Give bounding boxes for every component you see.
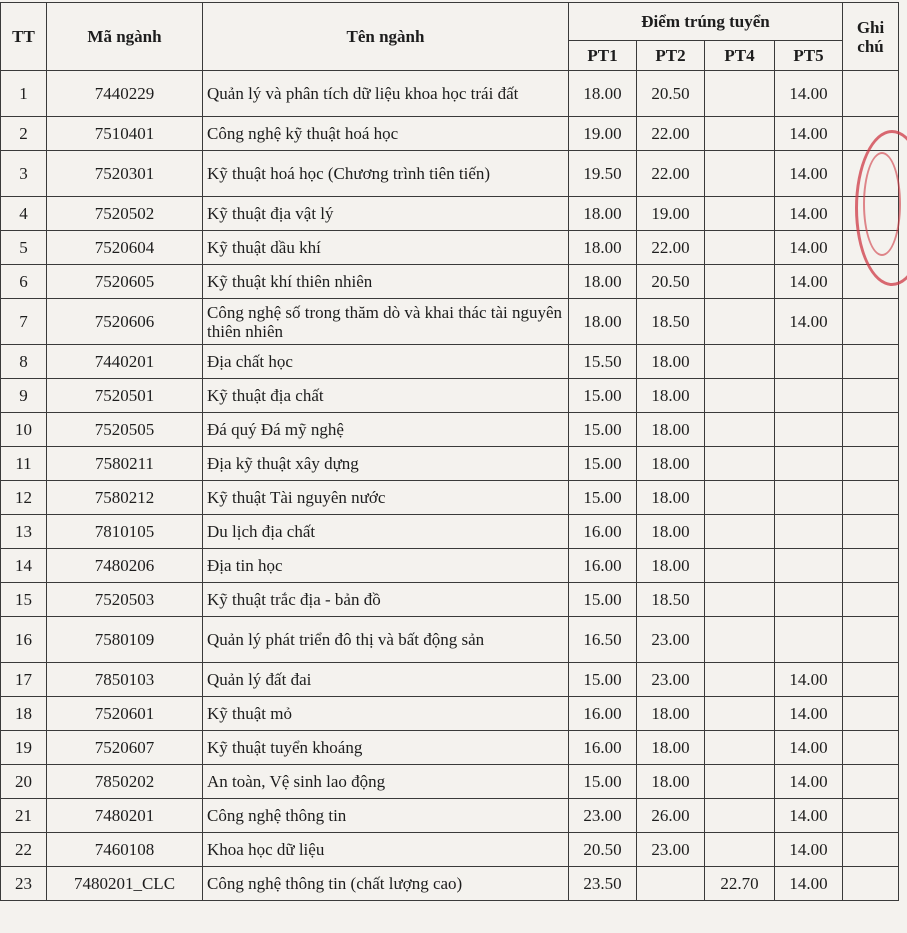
table-row bbox=[1, 617, 899, 663]
cell-pt1: 15.00 bbox=[569, 379, 637, 413]
cell-ten: Quản lý đất đai bbox=[203, 663, 569, 697]
cell-pt5 bbox=[775, 481, 843, 515]
cell-ma: 7520502 bbox=[47, 197, 203, 231]
cell-pt4 bbox=[705, 345, 775, 379]
cell-pt4 bbox=[705, 617, 775, 663]
cell-ma: 7580212 bbox=[47, 481, 203, 515]
cell-ghi bbox=[843, 515, 899, 549]
cell-ghi bbox=[843, 833, 899, 867]
cell-pt1: 15.00 bbox=[569, 481, 637, 515]
cell-tt: 19 bbox=[1, 731, 47, 765]
cell-ten: Kỹ thuật địa vật lý bbox=[203, 197, 569, 231]
cell-tt: 4 bbox=[1, 197, 47, 231]
cell-ten: Du lịch địa chất bbox=[203, 515, 569, 549]
cell-ma: 7580211 bbox=[47, 447, 203, 481]
cell-tt: 11 bbox=[1, 447, 47, 481]
cell-pt4 bbox=[705, 379, 775, 413]
cell-pt1: 15.00 bbox=[569, 413, 637, 447]
table-row bbox=[1, 379, 899, 413]
table-row bbox=[1, 515, 899, 549]
cell-ghi bbox=[843, 299, 899, 345]
cell-pt4: 22.70 bbox=[705, 867, 775, 901]
cell-pt2: 18.00 bbox=[637, 379, 705, 413]
cell-tt: 3 bbox=[1, 151, 47, 197]
cell-tt: 22 bbox=[1, 833, 47, 867]
cell-ten: Khoa học dữ liệu bbox=[203, 833, 569, 867]
cell-pt5: 14.00 bbox=[775, 231, 843, 265]
cell-pt4 bbox=[705, 765, 775, 799]
cell-ghi bbox=[843, 617, 899, 663]
table-row bbox=[1, 799, 899, 833]
cell-tt: 23 bbox=[1, 867, 47, 901]
cell-pt5: 14.00 bbox=[775, 151, 843, 197]
cell-pt4 bbox=[705, 265, 775, 299]
cell-pt2 bbox=[637, 867, 705, 901]
cell-pt4 bbox=[705, 481, 775, 515]
cell-pt2: 18.00 bbox=[637, 345, 705, 379]
cell-ma: 7520604 bbox=[47, 231, 203, 265]
cell-tt: 20 bbox=[1, 765, 47, 799]
header-pt4: PT4 bbox=[705, 41, 775, 71]
cell-pt2: 18.50 bbox=[637, 299, 705, 345]
table-row bbox=[1, 663, 899, 697]
header-tt: TT bbox=[1, 3, 47, 71]
cell-pt2: 18.00 bbox=[637, 447, 705, 481]
cell-ten: Quản lý và phân tích dữ liệu khoa học trái đất bbox=[203, 71, 569, 117]
table-row bbox=[1, 231, 899, 265]
cell-pt4 bbox=[705, 151, 775, 197]
cell-pt2: 18.00 bbox=[637, 413, 705, 447]
cell-pt2: 23.00 bbox=[637, 833, 705, 867]
admission-score-table bbox=[0, 2, 899, 901]
cell-ma: 7440229 bbox=[47, 71, 203, 117]
cell-pt5: 14.00 bbox=[775, 117, 843, 151]
cell-ten: Đá quý Đá mỹ nghệ bbox=[203, 413, 569, 447]
cell-pt1: 16.00 bbox=[569, 731, 637, 765]
cell-pt5 bbox=[775, 549, 843, 583]
cell-pt1: 15.00 bbox=[569, 765, 637, 799]
cell-ghi bbox=[843, 663, 899, 697]
cell-ghi bbox=[843, 447, 899, 481]
table-row bbox=[1, 151, 899, 197]
cell-pt4 bbox=[705, 697, 775, 731]
cell-tt: 16 bbox=[1, 617, 47, 663]
cell-pt4 bbox=[705, 413, 775, 447]
cell-pt5: 14.00 bbox=[775, 299, 843, 345]
cell-pt5: 14.00 bbox=[775, 799, 843, 833]
cell-pt2: 18.00 bbox=[637, 515, 705, 549]
cell-pt2: 26.00 bbox=[637, 799, 705, 833]
cell-pt2: 18.00 bbox=[637, 697, 705, 731]
cell-ghi bbox=[843, 413, 899, 447]
cell-ma: 7510401 bbox=[47, 117, 203, 151]
cell-pt1: 15.00 bbox=[569, 583, 637, 617]
cell-ma: 7520301 bbox=[47, 151, 203, 197]
cell-ghi bbox=[843, 379, 899, 413]
cell-pt5 bbox=[775, 413, 843, 447]
cell-ma: 7480206 bbox=[47, 549, 203, 583]
cell-pt4 bbox=[705, 231, 775, 265]
cell-pt5 bbox=[775, 583, 843, 617]
cell-tt: 13 bbox=[1, 515, 47, 549]
cell-tt: 12 bbox=[1, 481, 47, 515]
cell-pt4 bbox=[705, 799, 775, 833]
cell-tt: 2 bbox=[1, 117, 47, 151]
cell-pt1: 16.00 bbox=[569, 697, 637, 731]
cell-pt4 bbox=[705, 663, 775, 697]
cell-pt1: 15.00 bbox=[569, 447, 637, 481]
cell-pt1: 18.00 bbox=[569, 197, 637, 231]
cell-pt2: 19.00 bbox=[637, 197, 705, 231]
cell-ma: 7520605 bbox=[47, 265, 203, 299]
cell-pt1: 16.00 bbox=[569, 549, 637, 583]
red-seal-stamp-inner bbox=[863, 152, 901, 256]
cell-pt5 bbox=[775, 447, 843, 481]
cell-pt5 bbox=[775, 617, 843, 663]
header-ghi-chu-line1: Ghi bbox=[856, 17, 885, 37]
header-ghi-chu-line2: chú bbox=[857, 36, 884, 56]
table-body bbox=[1, 71, 899, 901]
cell-ten: Kỹ thuật địa chất bbox=[203, 379, 569, 413]
cell-pt4 bbox=[705, 447, 775, 481]
cell-tt: 15 bbox=[1, 583, 47, 617]
cell-ma: 7850202 bbox=[47, 765, 203, 799]
cell-ten: An toàn, Vệ sinh lao động bbox=[203, 765, 569, 799]
cell-ma: 7520501 bbox=[47, 379, 203, 413]
cell-pt1: 23.00 bbox=[569, 799, 637, 833]
cell-pt4 bbox=[705, 197, 775, 231]
cell-pt2: 23.00 bbox=[637, 663, 705, 697]
cell-pt2: 20.50 bbox=[637, 265, 705, 299]
cell-pt2: 18.00 bbox=[637, 731, 705, 765]
cell-tt: 17 bbox=[1, 663, 47, 697]
table-row bbox=[1, 583, 899, 617]
cell-ten: Địa chất học bbox=[203, 345, 569, 379]
cell-pt1: 18.00 bbox=[569, 71, 637, 117]
table-row bbox=[1, 765, 899, 799]
table-row bbox=[1, 481, 899, 515]
table-row bbox=[1, 71, 899, 117]
cell-pt4 bbox=[705, 515, 775, 549]
table-row bbox=[1, 833, 899, 867]
cell-ma: 7480201 bbox=[47, 799, 203, 833]
cell-pt1: 18.00 bbox=[569, 299, 637, 345]
cell-ma: 7440201 bbox=[47, 345, 203, 379]
cell-ghi bbox=[843, 697, 899, 731]
cell-pt5: 14.00 bbox=[775, 71, 843, 117]
table-row bbox=[1, 265, 899, 299]
admission-score-table-container bbox=[0, 2, 899, 901]
cell-ten: Địa kỹ thuật xây dựng bbox=[203, 447, 569, 481]
cell-ten: Kỹ thuật hoá học (Chương trình tiên tiến) bbox=[203, 151, 569, 197]
header-pt2: PT2 bbox=[637, 41, 705, 71]
cell-ten: Công nghệ số trong thăm dò và khai thác tài nguyên thiên nhiên bbox=[203, 299, 569, 345]
cell-ghi bbox=[843, 765, 899, 799]
table-row bbox=[1, 413, 899, 447]
cell-pt1: 23.50 bbox=[569, 867, 637, 901]
cell-pt4 bbox=[705, 71, 775, 117]
cell-pt5: 14.00 bbox=[775, 833, 843, 867]
cell-pt5: 14.00 bbox=[775, 731, 843, 765]
cell-tt: 7 bbox=[1, 299, 47, 345]
cell-ten: Địa tin học bbox=[203, 549, 569, 583]
cell-ma: 7480201_CLC bbox=[47, 867, 203, 901]
cell-pt1: 18.00 bbox=[569, 231, 637, 265]
cell-ten: Kỹ thuật tuyển khoáng bbox=[203, 731, 569, 765]
header-pt1: PT1 bbox=[569, 41, 637, 71]
cell-pt5 bbox=[775, 379, 843, 413]
cell-ten: Kỹ thuật dầu khí bbox=[203, 231, 569, 265]
table-row bbox=[1, 731, 899, 765]
cell-pt1: 15.00 bbox=[569, 663, 637, 697]
cell-pt2: 22.00 bbox=[637, 117, 705, 151]
header-ghi-chu bbox=[843, 3, 899, 71]
cell-pt4 bbox=[705, 833, 775, 867]
cell-pt4 bbox=[705, 731, 775, 765]
cell-ten: Công nghệ thông tin bbox=[203, 799, 569, 833]
cell-pt2: 20.50 bbox=[637, 71, 705, 117]
cell-ma: 7520505 bbox=[47, 413, 203, 447]
header-diem-trung-tuyen: Điểm trúng tuyển bbox=[569, 3, 843, 41]
cell-pt2: 18.00 bbox=[637, 481, 705, 515]
cell-tt: 9 bbox=[1, 379, 47, 413]
cell-ghi bbox=[843, 549, 899, 583]
table-row bbox=[1, 345, 899, 379]
cell-pt1: 20.50 bbox=[569, 833, 637, 867]
header-pt5: PT5 bbox=[775, 41, 843, 71]
cell-ghi bbox=[843, 799, 899, 833]
header-ten-nganh: Tên ngành bbox=[203, 3, 569, 71]
cell-ma: 7580109 bbox=[47, 617, 203, 663]
cell-pt2: 22.00 bbox=[637, 151, 705, 197]
cell-pt1: 15.50 bbox=[569, 345, 637, 379]
cell-ghi bbox=[843, 731, 899, 765]
cell-ten: Kỹ thuật khí thiên nhiên bbox=[203, 265, 569, 299]
cell-pt2: 22.00 bbox=[637, 231, 705, 265]
table-row bbox=[1, 299, 899, 345]
cell-ma: 7520606 bbox=[47, 299, 203, 345]
cell-pt4 bbox=[705, 549, 775, 583]
table-row bbox=[1, 117, 899, 151]
cell-pt5: 14.00 bbox=[775, 265, 843, 299]
header-ma-nganh: Mã ngành bbox=[47, 3, 203, 71]
cell-ma: 7850103 bbox=[47, 663, 203, 697]
cell-ma: 7460108 bbox=[47, 833, 203, 867]
cell-pt5: 14.00 bbox=[775, 663, 843, 697]
cell-ma: 7520607 bbox=[47, 731, 203, 765]
cell-tt: 14 bbox=[1, 549, 47, 583]
cell-ma: 7520503 bbox=[47, 583, 203, 617]
cell-ten: Kỹ thuật trắc địa - bản đồ bbox=[203, 583, 569, 617]
cell-pt5 bbox=[775, 345, 843, 379]
table-header bbox=[1, 3, 899, 71]
cell-pt1: 19.50 bbox=[569, 151, 637, 197]
cell-pt1: 16.00 bbox=[569, 515, 637, 549]
cell-tt: 10 bbox=[1, 413, 47, 447]
table-row bbox=[1, 549, 899, 583]
cell-ghi bbox=[843, 345, 899, 379]
cell-pt2: 18.00 bbox=[637, 765, 705, 799]
cell-pt2: 23.00 bbox=[637, 617, 705, 663]
cell-ghi bbox=[843, 71, 899, 117]
table-row bbox=[1, 447, 899, 481]
table-row bbox=[1, 867, 899, 901]
cell-pt4 bbox=[705, 583, 775, 617]
cell-pt4 bbox=[705, 299, 775, 345]
cell-pt5: 14.00 bbox=[775, 765, 843, 799]
cell-ghi bbox=[843, 867, 899, 901]
cell-ten: Kỹ thuật mỏ bbox=[203, 697, 569, 731]
cell-ten: Công nghệ kỹ thuật hoá học bbox=[203, 117, 569, 151]
cell-ma: 7520601 bbox=[47, 697, 203, 731]
cell-tt: 18 bbox=[1, 697, 47, 731]
cell-ma: 7810105 bbox=[47, 515, 203, 549]
cell-tt: 5 bbox=[1, 231, 47, 265]
cell-ghi bbox=[843, 481, 899, 515]
cell-tt: 6 bbox=[1, 265, 47, 299]
cell-pt5 bbox=[775, 515, 843, 549]
cell-pt5: 14.00 bbox=[775, 867, 843, 901]
table-row bbox=[1, 697, 899, 731]
cell-pt2: 18.50 bbox=[637, 583, 705, 617]
cell-ten: Công nghệ thông tin (chất lượng cao) bbox=[203, 867, 569, 901]
cell-tt: 8 bbox=[1, 345, 47, 379]
cell-ten: Kỹ thuật Tài nguyên nước bbox=[203, 481, 569, 515]
cell-pt2: 18.00 bbox=[637, 549, 705, 583]
cell-pt4 bbox=[705, 117, 775, 151]
cell-pt1: 18.00 bbox=[569, 265, 637, 299]
cell-ten: Quản lý phát triển đô thị và bất động sản bbox=[203, 617, 569, 663]
cell-tt: 1 bbox=[1, 71, 47, 117]
cell-tt: 21 bbox=[1, 799, 47, 833]
cell-pt1: 16.50 bbox=[569, 617, 637, 663]
cell-ghi bbox=[843, 583, 899, 617]
table-row bbox=[1, 197, 899, 231]
cell-pt5: 14.00 bbox=[775, 197, 843, 231]
cell-pt1: 19.00 bbox=[569, 117, 637, 151]
cell-pt5: 14.00 bbox=[775, 697, 843, 731]
